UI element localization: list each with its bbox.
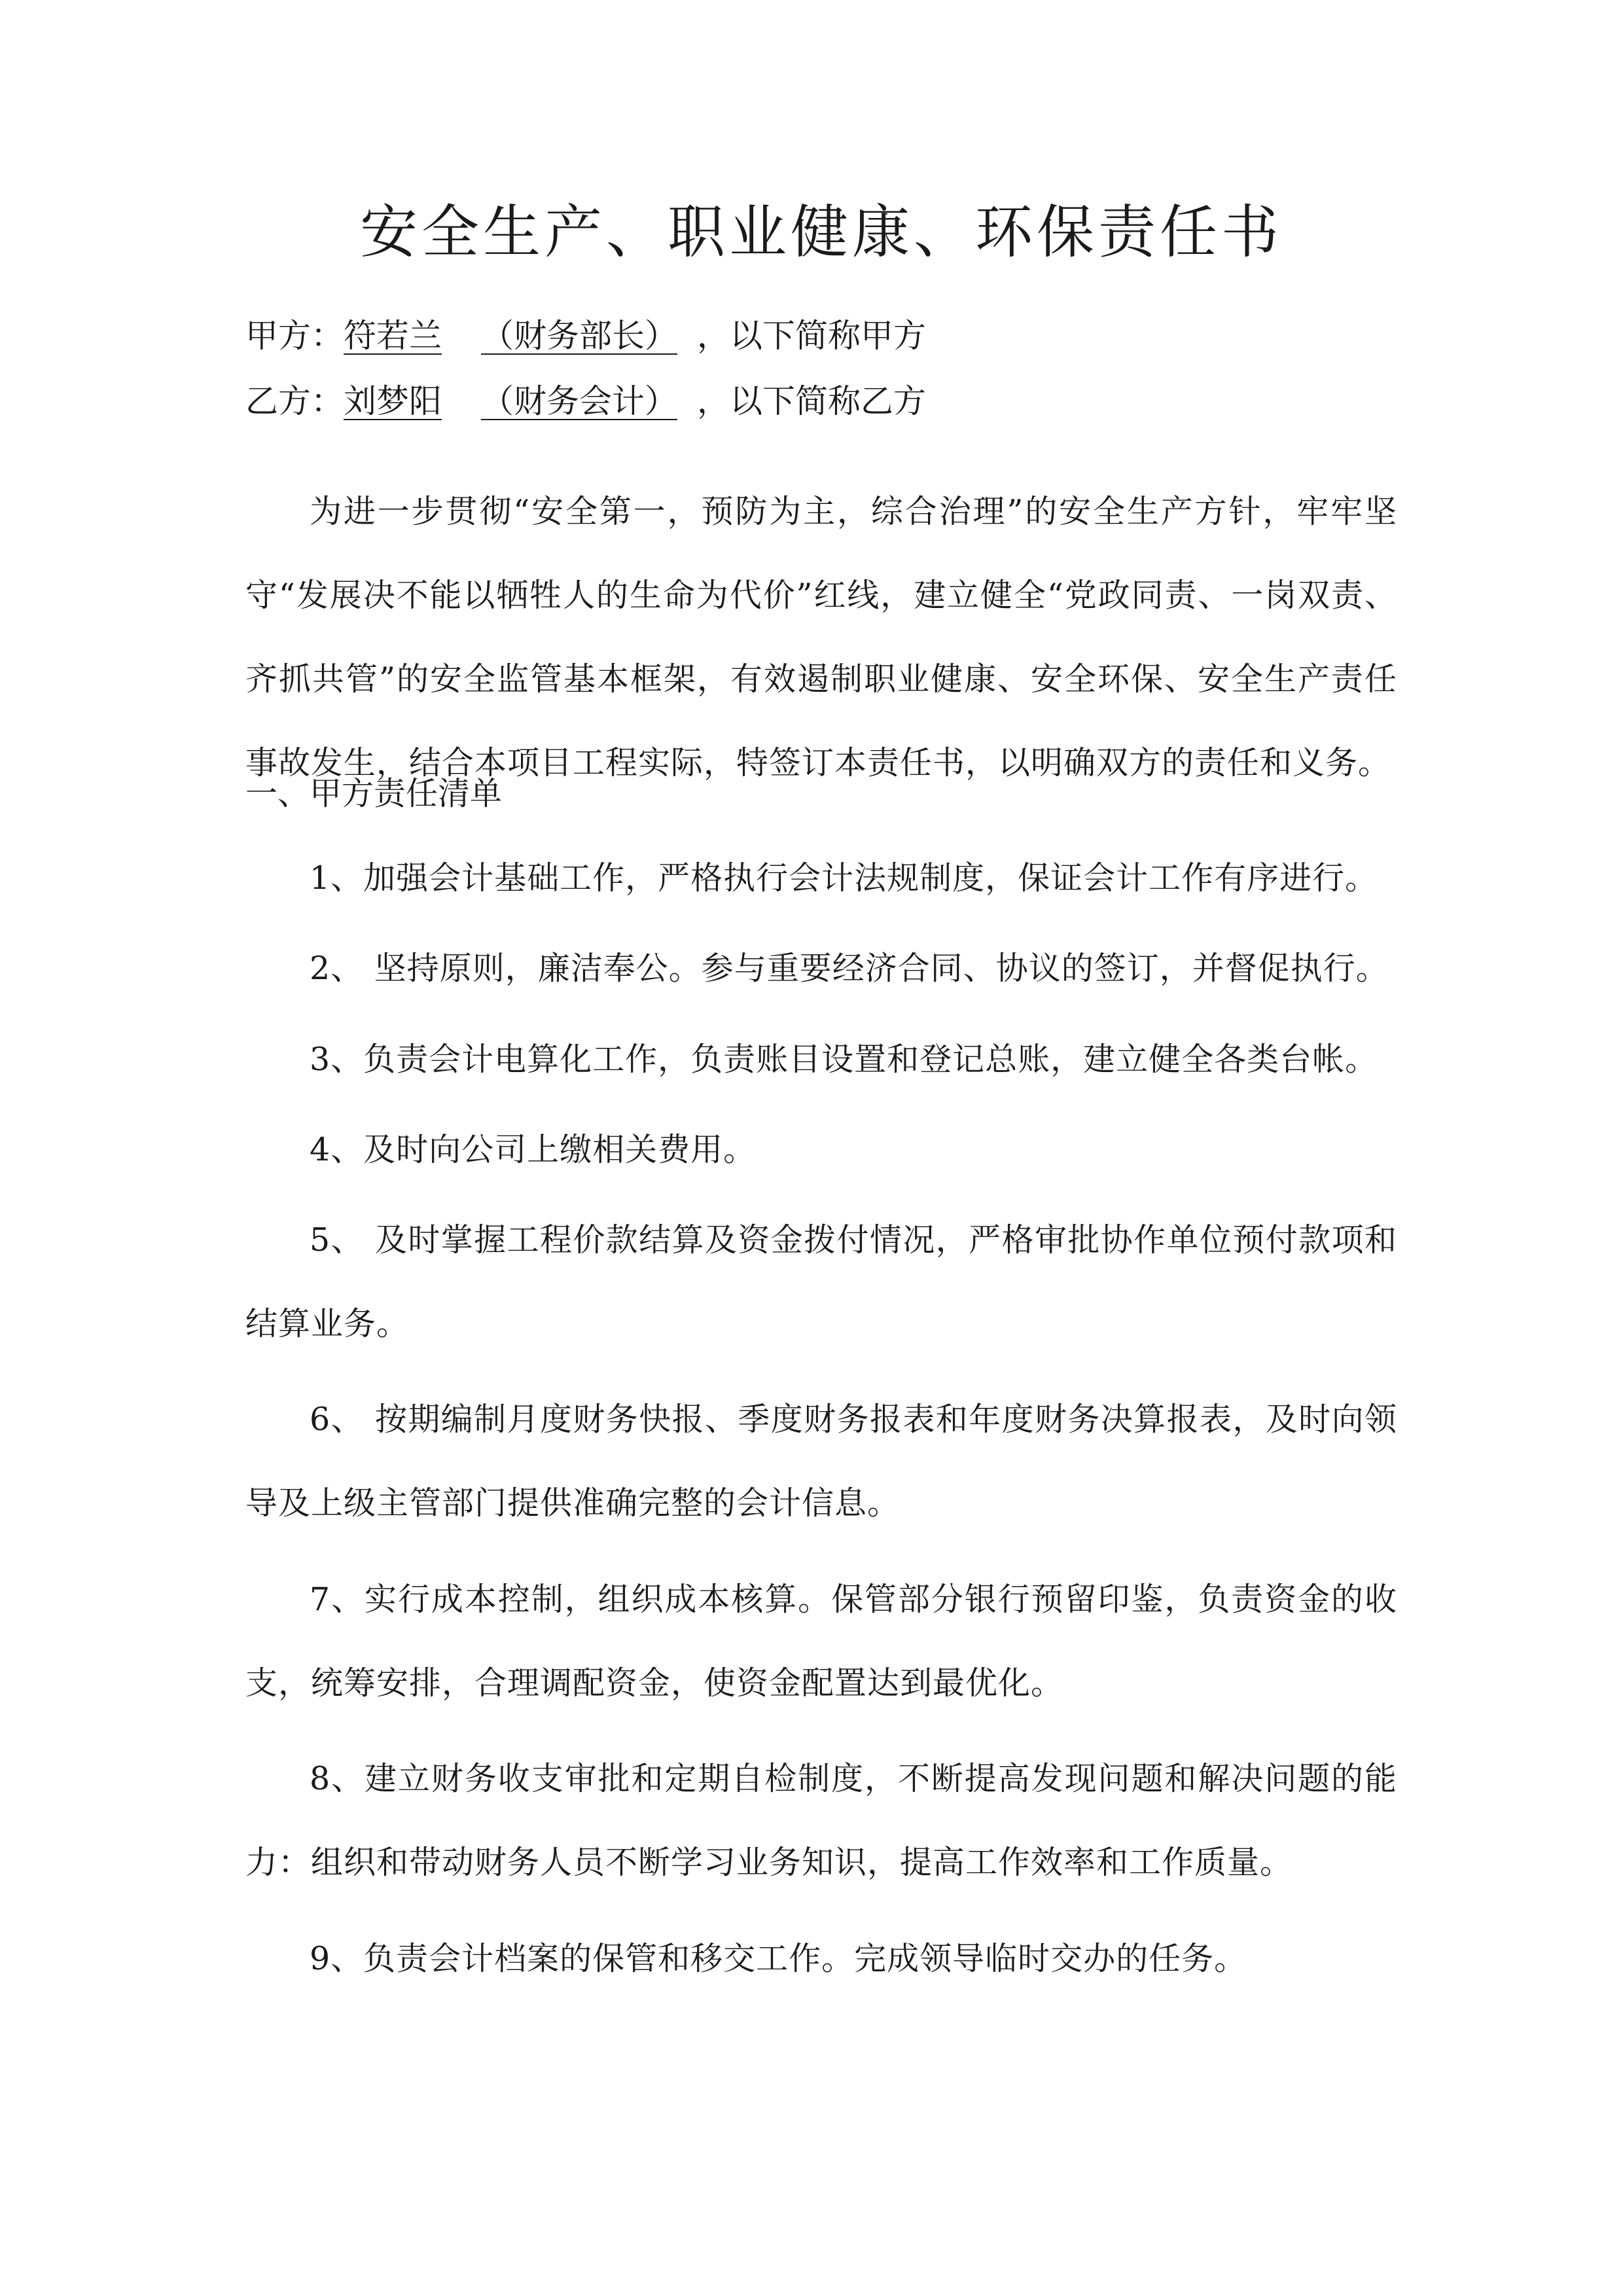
list-item: 6、 按期编制月度财务快报、季度财务报表和年度财务决算报表，及时向领导及上级主管部门提供准确完整的会计信息。 [245, 1401, 1397, 1522]
intro-paragraph: 为进一步贯彻“安全第一，预防为主，综合治理”的安全生产方针，牢牢坚守“发展决不能以牺牲人的生命为代价”红线，建立健全“党政同责、一岗双责、齐抓共管”的安全监管基本框架，有效遏制职业健康、安全环保、安全生产责任事故发生，结合本项目工程实际，特签订本责任书，以明确双方的责任和义务。 [245, 493, 1397, 781]
party-b-underlined [344, 382, 697, 420]
party-b-prefix: 乙方： [245, 382, 344, 420]
list-item: 3、负责会计电算化工作，负责账目设置和登记总账，建立健全各类台帐。 [310, 1041, 1378, 1078]
section-heading-party-a: 一、甲方责任清单 [245, 775, 503, 812]
party-a-prefix: 甲方： [245, 317, 344, 355]
party-b-name: 刘梦阳 [344, 382, 442, 420]
party-b-suffix: ，以下简称乙方 [697, 382, 926, 420]
list-item: 9、负责会计档案的保管和移交工作。完成领导临时交办的任务。 [310, 1940, 1247, 1977]
party-a-underlined [344, 317, 697, 355]
party-a-name: 符若兰 [344, 317, 442, 355]
party-a-suffix: ，以下简称甲方 [697, 317, 926, 355]
list-item: 8、建立财务收支审批和定期自检制度，不断提高发现问题和解决问题的能力：组织和带动财务人员不断学习业务知识，提高工作效率和工作质量。 [245, 1760, 1397, 1881]
party-a-role: （财务部长） [481, 317, 677, 355]
party-a-line [245, 313, 926, 359]
list-item: 1、加强会计基础工作，严格执行会计法规制度，保证会计工作有序进行。 [310, 859, 1378, 897]
list-item: 4、及时向公司上缴相关费用。 [310, 1131, 757, 1168]
list-item: 7、实行成本控制，组织成本核算。保管部分银行预留印鉴，负责资金的收支，统筹安排，合理调配资金，使资金配置达到最优化。 [245, 1581, 1397, 1702]
party-b-role: （财务会计） [481, 382, 677, 420]
list-item: 2、 坚持原则，廉洁奉公。参与重要经济合同、协议的签订，并督促执行。 [310, 950, 1389, 987]
list-item: 5、 及时掌握工程价款结算及资金拨付情况，严格审批协作单位预付款项和结算业务。 [245, 1221, 1397, 1342]
party-b-line [245, 378, 926, 424]
document-title: 安全生产、职业健康、环保责任书 [359, 198, 1283, 266]
